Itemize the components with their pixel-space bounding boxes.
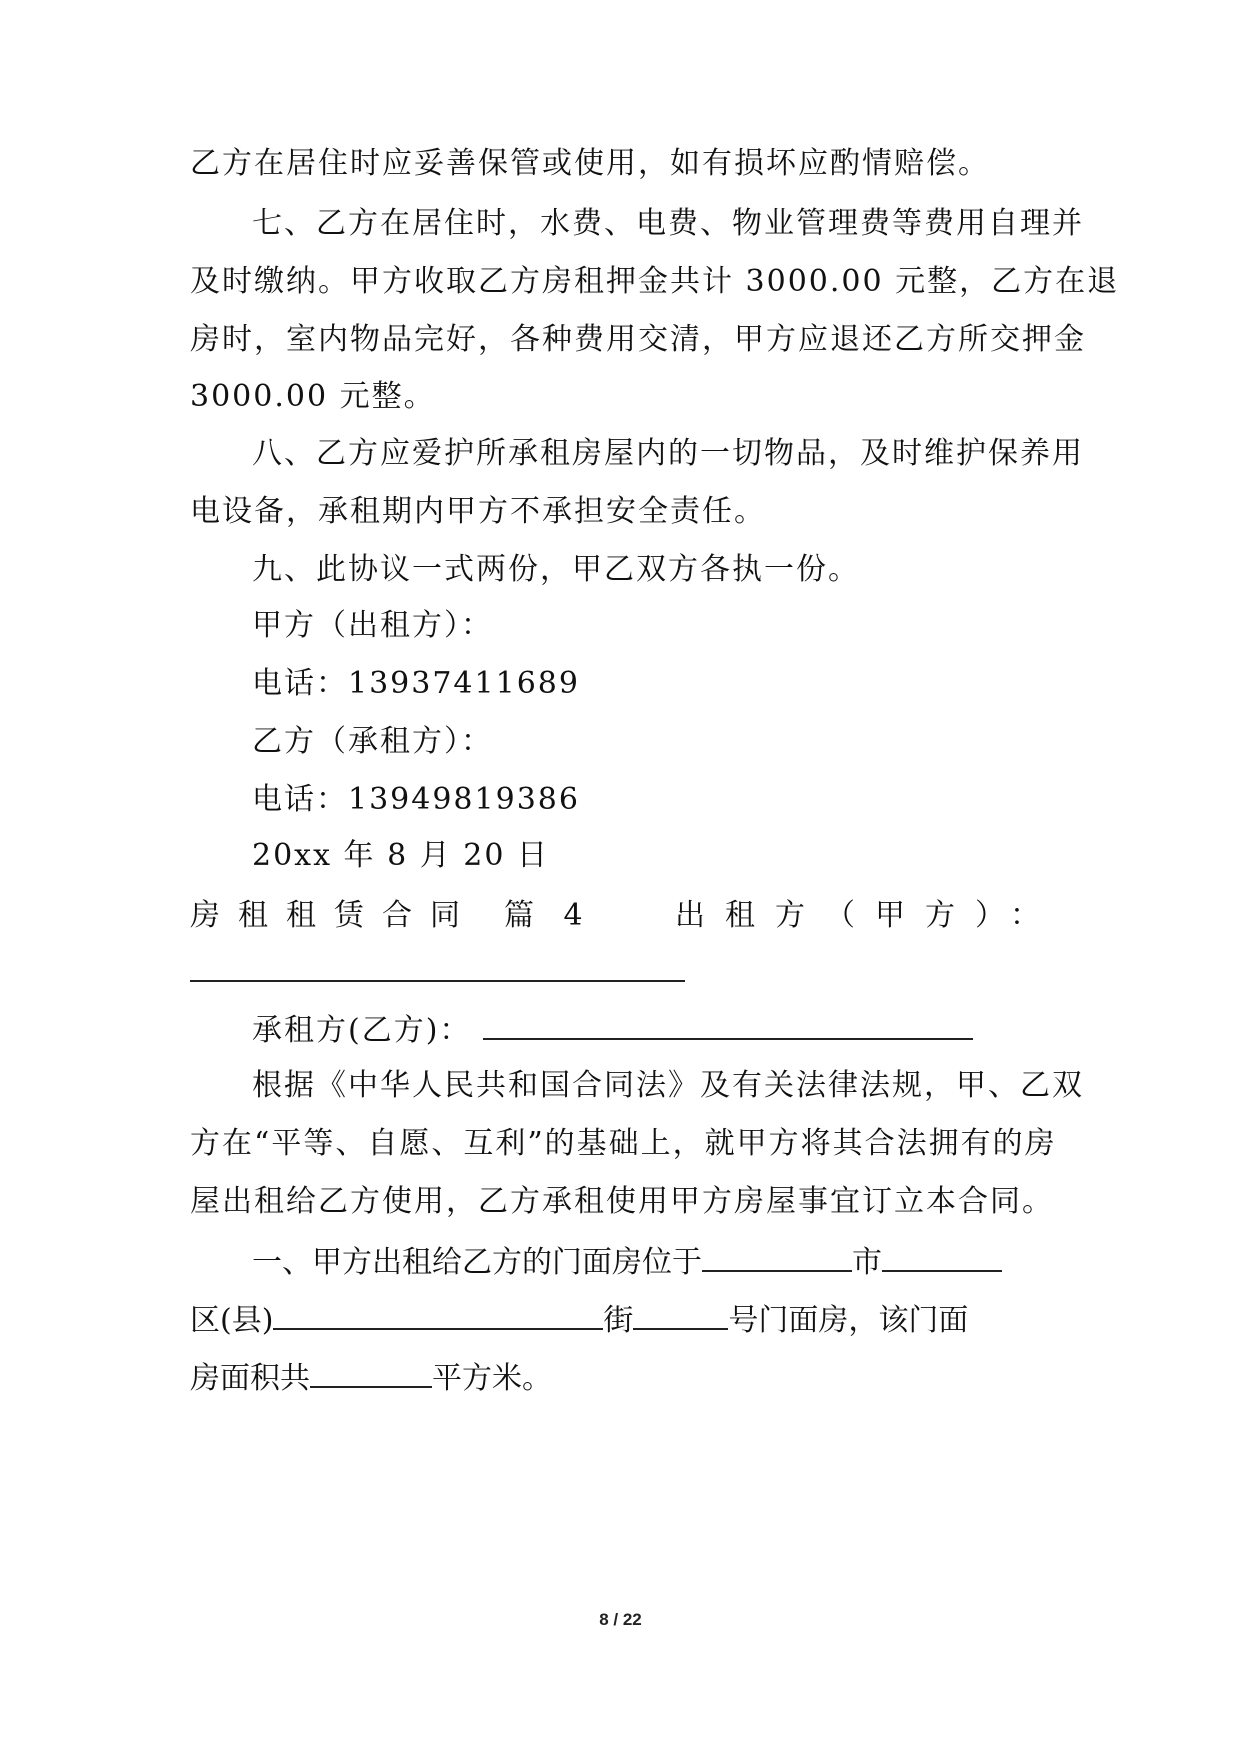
clause-text: 市 [852, 1245, 882, 1280]
clause-text: 一、甲方出租给乙方的门面房位于 [252, 1245, 702, 1280]
page-number: 8 / 22 [599, 1610, 642, 1629]
clause-text: 街 [603, 1303, 634, 1338]
text-line: 3000.00 元整。 [190, 379, 436, 414]
heading-line [190, 896, 1060, 936]
blank-field [190, 950, 685, 982]
text-line: 屋出租给乙方使用，乙方承租使用甲方房屋事宜订立本合同。 [190, 1184, 1054, 1219]
text-line: 方在“平等、自愿、互利”的基础上，就甲方将其合法拥有的房 [190, 1126, 1057, 1161]
party-b-phone: 电话：13949819386 [252, 782, 580, 817]
text-line: 乙方在居住时应妥善保管或使用，如有损坏应酌情赔偿。 [190, 146, 990, 181]
clause-text: 平方米。 [432, 1361, 552, 1396]
text-line: 房时，室内物品完好，各种费用交清，甲方应退还乙方所交押金 [190, 322, 1086, 357]
clause-text: 区(县) [190, 1303, 274, 1338]
text-line: 及时缴纳。甲方收取乙方房租押金共计 3000.00 元整，乙方在退 [190, 264, 1120, 299]
date-line: 20xx 年 8 月 20 日 [252, 838, 549, 873]
blank-field [702, 1240, 852, 1272]
contract-title: 房租租赁合同 [190, 898, 478, 933]
blank-field [882, 1240, 1002, 1272]
clause-text: 房面积共 [190, 1361, 310, 1396]
text-line: 九、此协议一式两份，甲乙双方各执一份。 [252, 552, 860, 587]
blank-field [483, 1008, 973, 1040]
clause-one-line-3 [190, 1356, 1060, 1399]
blank-field [310, 1356, 432, 1388]
clause-one-line-1 [252, 1240, 1060, 1283]
text-line: 电设备，承租期内甲方不承担安全责任。 [190, 494, 766, 529]
party-a-label: 甲方（出租方）： [252, 608, 493, 643]
party-a-phone: 电话：13937411689 [252, 666, 580, 701]
text-line: 八、乙方应爱护所承租房屋内的一切物品，及时维护保养用 [252, 436, 1084, 471]
lessor-label: 出租方（甲方）： [675, 898, 1060, 933]
clause-text: 号门面房，该门面 [728, 1303, 969, 1338]
text-line: 根据《中华人民共和国合同法》及有关法律法规，甲、乙双 [252, 1068, 1084, 1103]
clause-one-line-2 [190, 1298, 1060, 1341]
lessor-blank-line [190, 950, 1060, 993]
text-line: 七、乙方在居住时，水费、电费、物业管理费等费用自理并 [252, 206, 1084, 241]
blank-field [633, 1298, 728, 1330]
party-b-label: 乙方（承租方）： [252, 724, 493, 759]
lessee-line [252, 1008, 1060, 1051]
section-label: 篇 4 [504, 898, 593, 933]
lessee-label: 承租方(乙方)： [252, 1013, 472, 1048]
blank-field [273, 1298, 603, 1330]
